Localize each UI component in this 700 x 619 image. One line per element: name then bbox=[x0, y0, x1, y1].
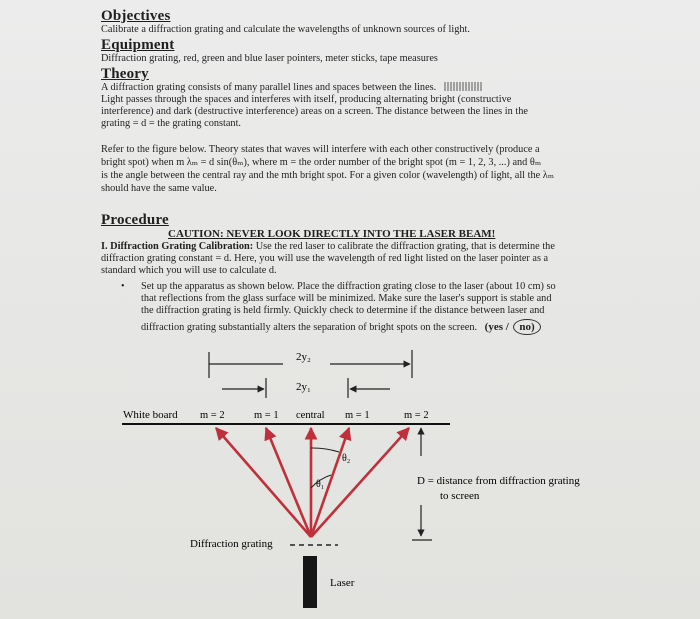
order-label-right-2: m = 2 bbox=[404, 410, 429, 421]
objectives-heading: Objectives bbox=[101, 8, 171, 24]
beam-left-2 bbox=[216, 428, 311, 537]
order-label-left-2: m = 2 bbox=[200, 410, 225, 421]
order-label-left-1: m = 1 bbox=[254, 410, 279, 421]
theory-para2-line-1: Refer to the figure below. Theory states that waves will interfere with each other constructively (produce a bbox=[101, 144, 540, 155]
order-label-central: central bbox=[296, 410, 325, 421]
beam-left-1 bbox=[266, 428, 311, 537]
theory-para2-line-4: should have the same value. bbox=[101, 183, 217, 194]
theory-line-4: grating = d = the grating constant. bbox=[101, 118, 242, 129]
order-label-right-1: m = 1 bbox=[345, 410, 370, 421]
beam-right-2 bbox=[311, 428, 409, 537]
bullet-marker: • bbox=[121, 281, 125, 292]
theta2-arc bbox=[311, 448, 339, 452]
equipment-text: Diffraction grating, red, green and blue laser pointers, meter sticks, tape measures bbox=[101, 53, 438, 64]
label-2y2: 2y₂ bbox=[296, 351, 311, 363]
equipment-heading: Equipment bbox=[101, 37, 175, 53]
procedure-heading: Procedure bbox=[101, 212, 169, 228]
theory-heading: Theory bbox=[101, 66, 149, 82]
theory-para2-line-3: is the angle between the central ray and the mth bright spot. For a given color (wavelength) of light, all the λₘ bbox=[101, 170, 555, 181]
theory-line-1-text: A diffraction grating consists of many parallel lines and spaces between the lines. bbox=[101, 82, 437, 93]
theory-line-3: interference) and dark (destructive interference) areas on a screen. The distance between the lines in the bbox=[101, 106, 528, 117]
distance-label-1: D = distance from diffraction grating bbox=[417, 475, 580, 487]
laser-pointer bbox=[303, 556, 317, 608]
answer-no-circled: no) bbox=[513, 319, 540, 335]
step1-line-2: diffraction grating constant = d. Here, you will use the wavelength of red light listed on the laser pointer as a bbox=[101, 253, 549, 264]
laser-beams bbox=[216, 428, 409, 537]
step1-line-3: standard which you will use to calculate d. bbox=[101, 265, 277, 276]
bullet-line-3: the diffraction grating is held firmly. Quickly check to determine if the distance between laser and bbox=[141, 305, 545, 316]
bullet-line-4-text: diffraction grating substantially alters the separation of bright spots on the screen. bbox=[141, 322, 478, 333]
theory-para2-line-2: bright spot) when m λₘ = d sin(θₘ), where m = the order number of the bright spot (m = 1, 2, 3, ...) and θₘ bbox=[101, 157, 542, 168]
step1-line-1-text: Use the red laser to calibrate the diffraction grating, that is determine the bbox=[253, 241, 555, 252]
bullet-line-2: that reflections from the glass surface will be minimized. Make sure the laser's support is stable and bbox=[141, 293, 552, 304]
bullet-line-1: Set up the apparatus as shown below. Place the diffraction grating close to the laser (about 10 cm) so bbox=[141, 281, 556, 292]
theta1-label: θ₁ bbox=[316, 479, 325, 490]
white-board-label: White board bbox=[123, 409, 178, 421]
label-2y1: 2y₁ bbox=[296, 381, 311, 393]
laser-label: Laser bbox=[330, 577, 355, 589]
theory-line-2: Light passes through the spaces and interferes with itself, producing alternating bright (constructive bbox=[101, 94, 512, 105]
theta2-label: θ₂ bbox=[342, 453, 351, 464]
distance-label-2: to screen bbox=[440, 490, 480, 502]
caution-warning: CAUTION: NEVER LOOK DIRECTLY INTO THE LASER BEAM! bbox=[168, 228, 496, 240]
step1-title: I. Diffraction Grating Calibration: bbox=[101, 241, 254, 252]
grating-label: Diffraction grating bbox=[190, 538, 273, 550]
objectives-text: Calibrate a diffraction grating and calculate the wavelengths of unknown sources of light. bbox=[101, 24, 470, 35]
answer-yes: (yes / bbox=[484, 321, 509, 333]
